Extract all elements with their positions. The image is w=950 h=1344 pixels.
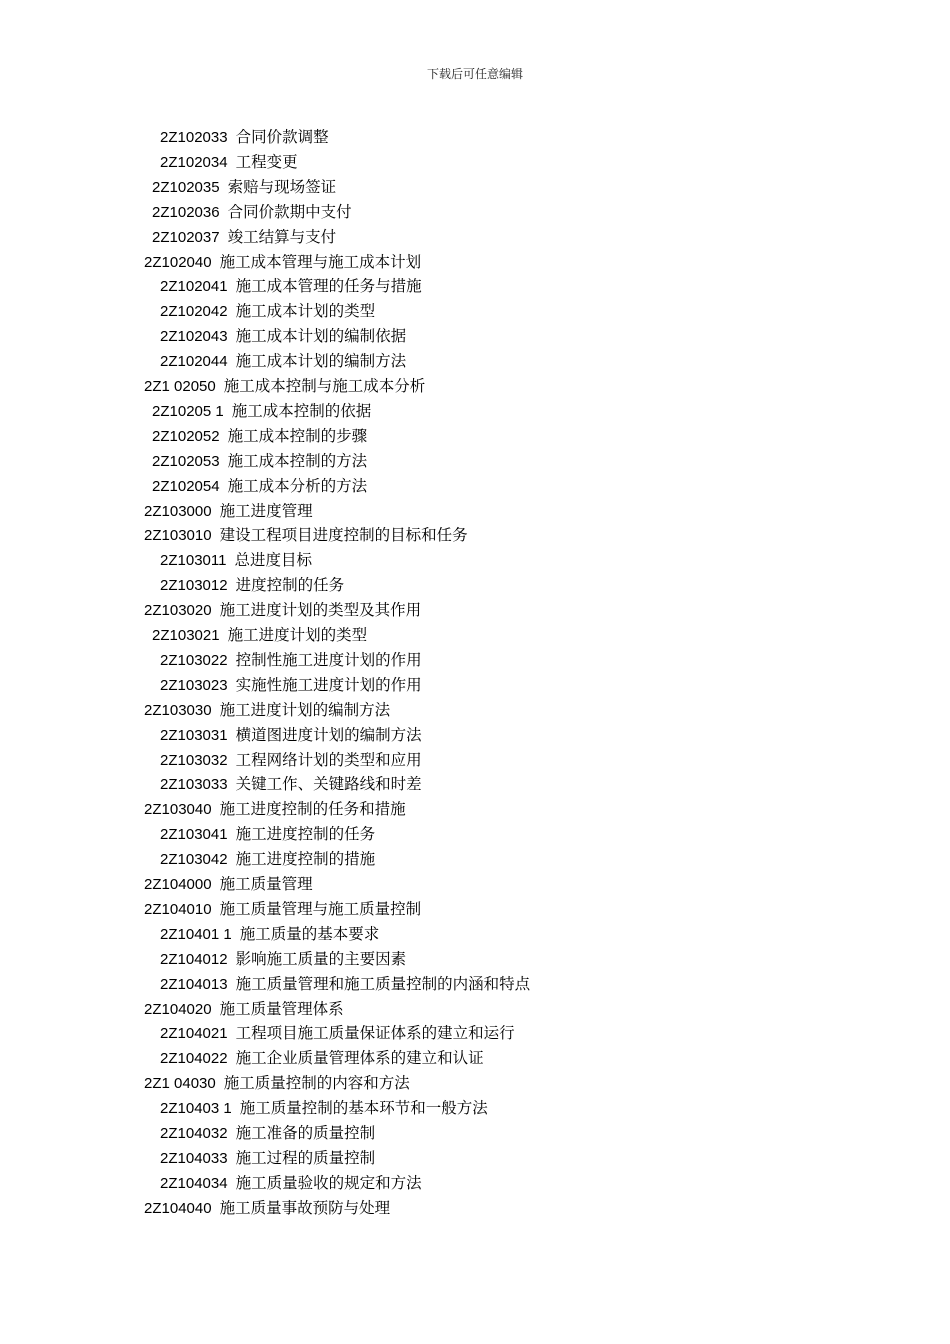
toc-entry (160, 922, 379, 947)
toc-entry (144, 997, 344, 1022)
toc-entry-code: 2Z103032 (160, 751, 228, 769)
toc-entry-code: 2Z103000 (144, 502, 212, 520)
toc-entry-title: 横道图进度计划的编制方法 (235, 725, 422, 744)
toc-entry-title: 施工成本控制的步骤 (227, 426, 368, 445)
toc-entry (152, 474, 367, 499)
toc-entry-code: 2Z103023 (160, 676, 228, 694)
toc-entry (144, 374, 425, 399)
toc-entry (152, 399, 371, 424)
toc-entry (144, 499, 313, 524)
toc-entry (152, 449, 367, 474)
toc-entry (160, 573, 344, 598)
toc-entry-title: 施工质量控制的内容和方法 (223, 1074, 410, 1093)
toc-entry (160, 723, 422, 748)
toc-entry (144, 523, 468, 548)
toc-entry-code: 2Z10205 1 (152, 402, 224, 420)
toc-entry-title: 施工质量事故预防与处理 (219, 1198, 391, 1217)
toc-entry-code: 2Z104022 (160, 1050, 228, 1068)
toc-entry (144, 1196, 390, 1221)
toc-entry-code: 2Z102036 (152, 203, 220, 221)
toc-entry-title: 施工质量管理和施工质量控制的内涵和特点 (235, 974, 531, 993)
toc-entry (144, 698, 390, 723)
toc-entry-code: 2Z102034 (160, 153, 228, 171)
toc-entry-code: 2Z102040 (144, 253, 212, 271)
toc-entry-title: 合同价款调整 (235, 128, 329, 146)
toc-entry-code: 2Z104040 (144, 1199, 212, 1217)
toc-entry-code: 2Z103041 (160, 826, 228, 844)
toc-entry (152, 175, 336, 200)
toc-entry-title: 施工成本控制与施工成本分析 (223, 377, 426, 395)
toc-entry (160, 772, 422, 797)
toc-entry-title: 施工成本管理与施工成本计划 (219, 252, 422, 271)
toc-entry-code: 2Z102052 (152, 427, 220, 445)
toc-entry-title: 工程项目施工质量保证体系的建立和运行 (235, 1024, 515, 1043)
toc-entry-code: 2Z103012 (160, 577, 228, 595)
toc-entry (144, 598, 421, 623)
toc-entry (144, 250, 421, 275)
toc-entry-title: 施工进度计划的编制方法 (219, 700, 391, 719)
toc-entry (160, 822, 375, 847)
toc-entry-title: 工程网络计划的类型和应用 (235, 750, 422, 769)
toc-entry-code: 2Z102037 (152, 228, 220, 246)
toc-entry-code: 2Z103020 (144, 602, 212, 620)
toc-entry-title: 施工进度管理 (219, 501, 313, 520)
toc-entry (160, 1146, 375, 1171)
toc-entry-title: 施工进度控制的任务和措施 (219, 800, 406, 819)
toc-entry-code: 2Z102053 (152, 452, 220, 470)
toc-entry-title: 施工进度控制的任务 (235, 825, 376, 844)
toc-entry (160, 972, 530, 997)
toc-entry-code: 2Z103011 (160, 552, 227, 570)
toc-entry (144, 872, 313, 897)
toc-entry-code: 2Z102044 (160, 353, 228, 371)
toc-entry-code: 2Z104021 (160, 1025, 228, 1043)
toc-entry-code: 2Z103030 (144, 701, 212, 719)
toc-entry-title: 索赔与现场签证 (227, 177, 337, 196)
toc-entry-code: 2Z10401 1 (160, 925, 232, 943)
toc-entry-title: 施工进度计划的类型及其作用 (219, 601, 422, 620)
toc-entry (152, 623, 367, 648)
toc-entry-code: 2Z103040 (144, 801, 212, 819)
toc-entry (160, 673, 422, 698)
toc-entry-title: 施工质量验收的规定和方法 (235, 1173, 422, 1192)
toc-entry (160, 1096, 488, 1121)
toc-entry (160, 324, 406, 349)
toc-entry-title: 影响施工质量的主要因素 (235, 949, 407, 968)
toc-entry-code: 2Z1 02050 (144, 378, 216, 395)
toc-entry (152, 200, 352, 225)
toc-entry-code: 2Z104033 (160, 1149, 228, 1167)
toc-entry-code: 2Z10403 1 (160, 1100, 232, 1118)
toc-entry-code: 2Z104000 (144, 876, 212, 893)
toc-entry-code: 2Z102054 (152, 477, 220, 495)
toc-entry-code: 2Z102043 (160, 328, 228, 346)
toc-entry-title: 施工进度计划的类型 (227, 626, 368, 644)
toc-entry (144, 897, 421, 922)
toc-entry (152, 424, 367, 449)
toc-entry-title: 施工进度控制的措施 (235, 850, 376, 869)
toc-entry-title: 施工成本控制的依据 (231, 401, 372, 420)
toc-entry-code: 2Z102041 (160, 278, 228, 296)
toc-entry (160, 299, 375, 324)
toc-entry-title: 施工成本计划的类型 (235, 302, 376, 321)
toc-entry (160, 548, 312, 573)
toc-entry-title: 工程变更 (235, 152, 298, 171)
toc-entry-title: 施工成本控制的方法 (227, 451, 368, 470)
toc-entry-title: 竣工结算与支付 (227, 227, 337, 246)
page-header: 下载后可任意编辑 (426, 67, 523, 81)
toc-entry (160, 1021, 515, 1046)
toc-entry-code: 2Z102042 (160, 303, 228, 321)
toc-entry-title: 进度控制的任务 (235, 576, 345, 595)
toc-entry (144, 1071, 410, 1096)
toc-entry-code: 2Z103031 (160, 726, 228, 744)
toc-entry-title: 施工成本分析的方法 (227, 476, 368, 495)
toc-entry-title: 施工成本计划的编制方法 (235, 352, 407, 371)
toc-entry-code: 2Z103033 (160, 776, 228, 794)
toc-entry (160, 947, 406, 972)
toc-entry-title: 合同价款期中支付 (227, 202, 352, 221)
toc-entry-title: 施工准备的质量控制 (235, 1124, 376, 1142)
toc-entry (160, 349, 406, 374)
toc-entry-code: 2Z102035 (152, 178, 220, 196)
toc-entry (160, 1046, 484, 1071)
toc-entry-title: 施工质量的基本要求 (239, 924, 380, 943)
toc-entry (160, 1121, 375, 1146)
toc-entry-code: 2Z1 04030 (144, 1075, 216, 1093)
toc-entry-code: 2Z102033 (160, 129, 228, 146)
toc-entry (160, 748, 422, 773)
toc-entry (160, 648, 422, 673)
toc-entry (152, 225, 336, 250)
toc-entry-title: 建设工程项目进度控制的目标和任务 (219, 526, 468, 545)
toc-entry-code: 2Z103021 (152, 627, 220, 644)
toc-entry (144, 797, 406, 822)
toc-entry-code: 2Z103042 (160, 851, 228, 869)
toc-entry (160, 1171, 422, 1196)
toc-entry-title: 施工过程的质量控制 (235, 1148, 376, 1167)
toc-entry-title: 控制性施工进度计划的作用 (235, 650, 422, 669)
toc-entry-code: 2Z103010 (144, 527, 212, 545)
toc-entry-code: 2Z103022 (160, 651, 228, 669)
toc-entry-title: 总进度目标 (234, 551, 312, 570)
toc-entry-code: 2Z104013 (160, 975, 228, 993)
toc-entry (160, 125, 329, 150)
toc-entry-code: 2Z104034 (160, 1174, 228, 1192)
toc-entry-code: 2Z104032 (160, 1125, 228, 1142)
toc-entry-title: 关键工作、关键路线和时差 (235, 775, 422, 794)
toc-entry-title: 施工质量管理与施工质量控制 (219, 899, 422, 918)
toc-entry-title: 施工成本计划的编制依据 (235, 327, 407, 346)
toc-entry-title: 施工质量管理 (219, 875, 313, 893)
toc-entry (160, 847, 375, 872)
toc-entry-title: 实施性施工进度计划的作用 (235, 675, 422, 694)
toc-entry-code: 2Z104010 (144, 900, 212, 918)
toc-entry-code: 2Z104012 (160, 950, 228, 968)
toc-entry-title: 施工成本管理的任务与措施 (235, 277, 422, 296)
toc-entry-code: 2Z104020 (144, 1000, 212, 1018)
toc-entry-title: 施工质量控制的基本环节和一般方法 (239, 1099, 488, 1118)
toc-entry-title: 施工质量管理体系 (219, 999, 344, 1018)
toc-entry (160, 150, 298, 175)
toc-entry (160, 274, 422, 299)
toc-entry-title: 施工企业质量管理体系的建立和认证 (235, 1049, 484, 1068)
